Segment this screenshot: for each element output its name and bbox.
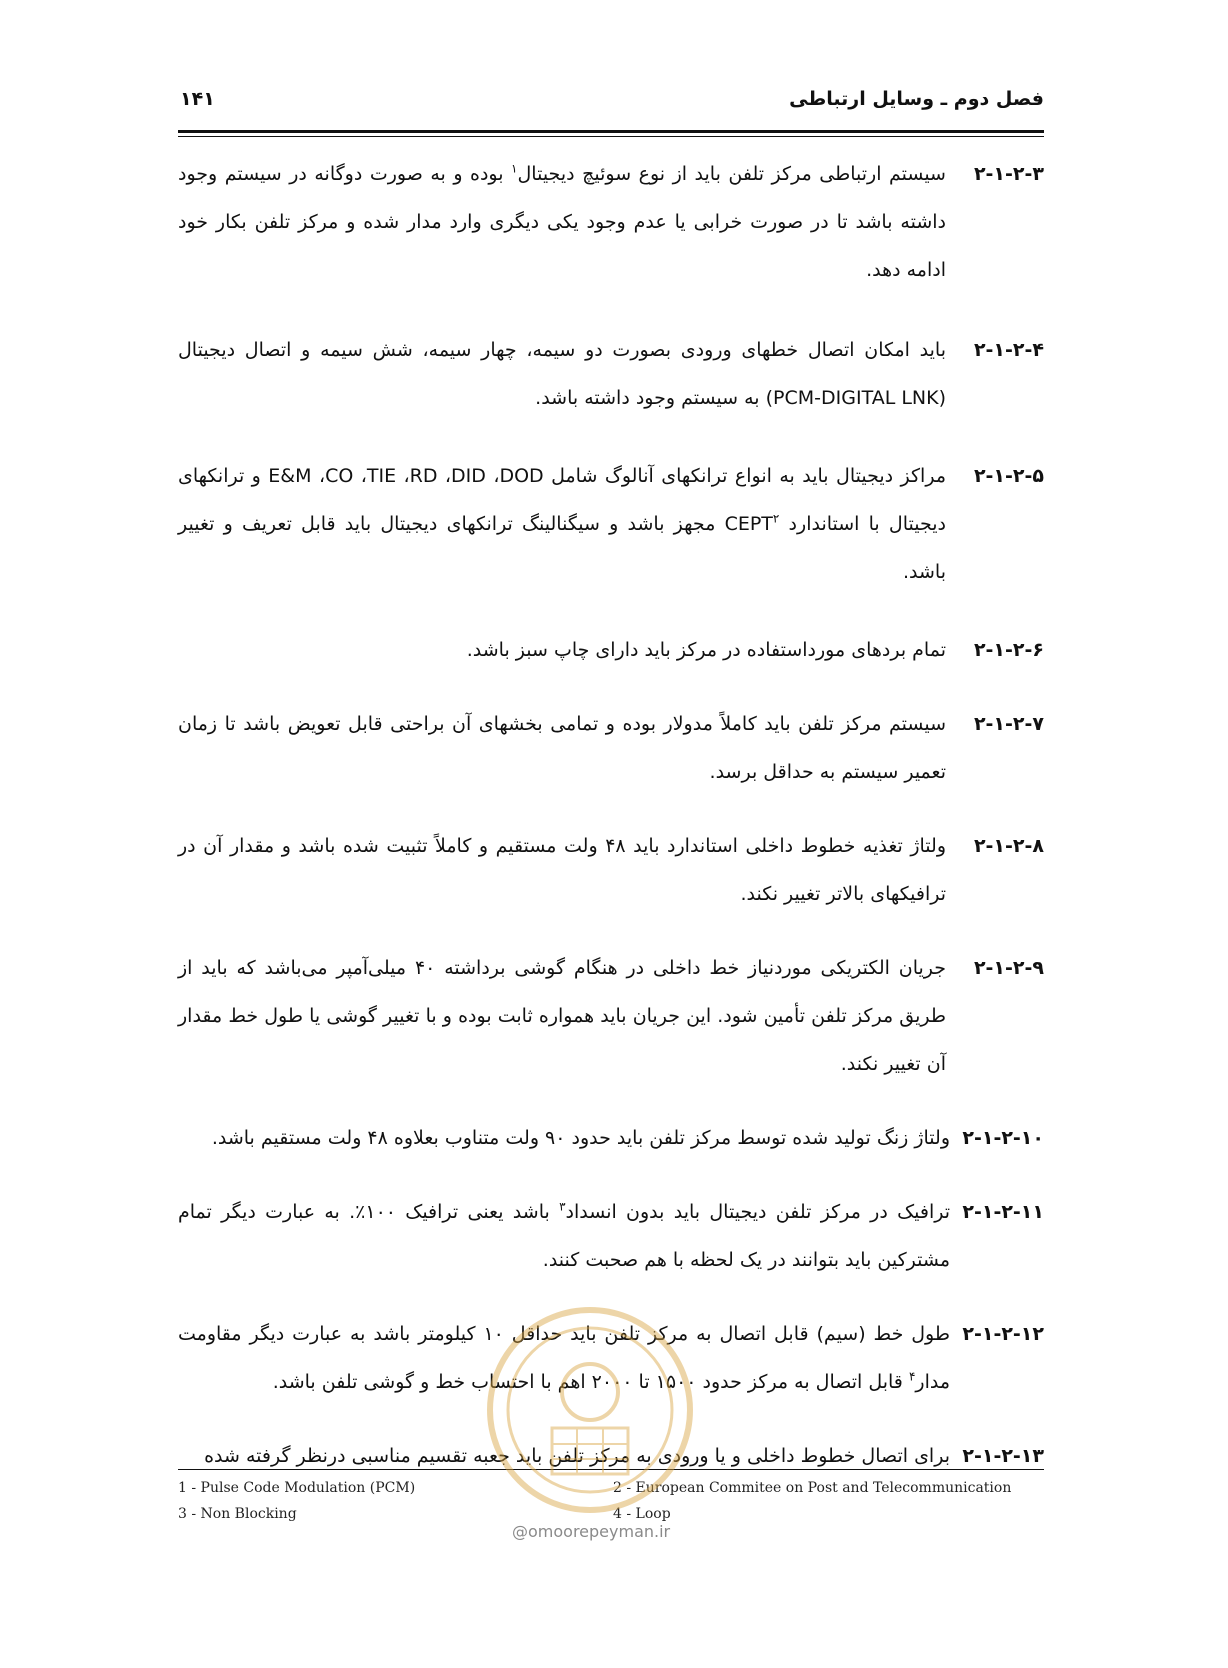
chapter-title: فصل دوم ـ وسایل ارتباطی: [789, 88, 1044, 110]
page-number: ۱۴۱: [180, 88, 215, 110]
section-2-1-2-11: [178, 1188, 1044, 1284]
section-text: برای اتصال خطوط داخلی و یا ورودی به مرکز تلفن باید جعبه تقسیم مناسبی درنظر گرفته شده: [204, 1445, 950, 1467]
header-rule-thick: [178, 130, 1044, 133]
section-2-1-2-9: [178, 944, 1044, 1088]
page-header: [178, 88, 1044, 128]
footnote-ref: ۴: [908, 1369, 916, 1384]
section-number: ۲-۱-۲-۶: [973, 639, 1044, 661]
section-text: طول خط (سیم) قابل اتصال به مرکز تلفن باید حداقل ۱۰ کیلومتر باشد به عبارت دیگر مقاومت مدار$^۴$ قابل اتصال به مرکز حدود ۱۵۰۰ تا ۲۰۰۰ اهم با احتساب خط و گوشی تلفن باشد.: [178, 1323, 950, 1393]
footnote-ref: ۳: [559, 1199, 566, 1214]
section-text: جریان الکتریکی موردنیاز خط داخلی در هنگام گوشی برداشته ۴۰ میلی‌آمپر می‌باشد که باید از طریق مرکز تلفن تأمین شود. این جریان باید همواره ثابت بوده و با تغییر گوشی یا طول خط مقدار آن تغییر نکند.: [178, 957, 946, 1075]
section-text: ولتاژ زنگ تولید شده توسط مرکز تلفن باید حدود ۹۰ ولت متناوب بعلاوه ۴۸ ولت مستقیم باشد.: [211, 1127, 950, 1149]
footnote-1: 1 - Pulse Code Modulation (PCM): [178, 1480, 416, 1496]
section-text: ترافیک در مرکز تلفن دیجیتال باید بدون انسداد$^۳$ باشد یعنی ترافیک ۱۰۰٪. به عبارت دیگر تمام مشترکین باید بتوانند در یک لحظه با هم صحبت کنند.: [178, 1199, 950, 1271]
footnote-ref: ۲: [772, 511, 780, 526]
section-number: ۲-۱-۲-۴: [973, 339, 1044, 361]
section-number: ۲-۱-۲-۳: [973, 163, 1044, 185]
section-number: ۲-۱-۲-۱۱: [962, 1201, 1044, 1223]
section-number: ۲-۱-۲-۷: [973, 713, 1044, 735]
section-number: ۲-۱-۲-۵: [973, 465, 1044, 487]
section-2-1-2-3: [178, 150, 1044, 300]
section-number: ۲-۱-۲-۱۲: [962, 1323, 1044, 1345]
section-2-1-2-7: [178, 700, 1044, 796]
watermark-seal-icon: [480, 1300, 700, 1520]
footnote-3: 3 - Non Blocking: [178, 1506, 297, 1522]
section-text: تمام بردهای مورداستفاده در مرکز باید دارای چاپ سبز باشد.: [466, 639, 946, 661]
footnote-ref: ۱: [511, 161, 518, 176]
footnote-2: 2 - European Commitee on Post and Telecommunication: [613, 1480, 1012, 1496]
section-number: ۲-۱-۲-۱۰: [962, 1127, 1044, 1149]
section-2-1-2-10: [178, 1114, 1044, 1162]
section-2-1-2-4: [178, 326, 1044, 426]
section-2-1-2-5: [178, 452, 1044, 600]
section-text: باید امکان اتصال خطهای ورودی بصورت دو سیمه، چهار سیمه، شش سیمه و اتصال دیجیتال (PCM-DIGITAL LNK) به سیستم وجود داشته باشد.: [178, 339, 946, 409]
section-number: ۲-۱-۲-۱۳: [962, 1445, 1044, 1467]
watermark-text: @omoorepeyman.ir: [512, 1522, 671, 1541]
footnote-4: 4 - Loop: [613, 1506, 671, 1522]
section-text: ولتاژ تغذیه خطوط داخلی استاندارد باید ۴۸ ولت مستقیم و کاملاً تثبیت شده باشد و مقدار آن در ترافیکهای بالاتر تغییر نکند.: [178, 835, 946, 905]
section-number: ۲-۱-۲-۹: [973, 957, 1044, 979]
section-text: سیستم ارتباطی مرکز تلفن باید از نوع سوئیچ دیجیتال$^۱$ بوده و به صورت دوگانه در سیستم وجود داشته باشد تا در صورت خرابی یا عدم وجود یکی دیگری وارد مدار شده و مرکز تلفن بکار خود ادامه دهد.: [178, 161, 946, 281]
section-text: سیستم مرکز تلفن باید کاملاً مدولار بوده و تمامی بخشهای آن براحتی قابل تعویض باشد تا زمان تعمیر سیستم به حداقل برسد.: [178, 713, 946, 783]
section-number: ۲-۱-۲-۸: [973, 835, 1044, 857]
section-2-1-2-6: [178, 626, 1044, 674]
section-text: مراکز دیجیتال باید به انواع ترانکهای آنالوگ شامل E&M ،CO ،TIE ،RD ،DID ،DOD و ترانکهای دیجیتال با استاندارد CEPT$^۲$ مجهز باشد و سیگنالینگ ترانکهای دیجیتال باید قابل تعریف و تغییر باشد.: [178, 465, 946, 583]
header-rule-thin: [178, 136, 1044, 137]
section-2-1-2-8: [178, 822, 1044, 918]
